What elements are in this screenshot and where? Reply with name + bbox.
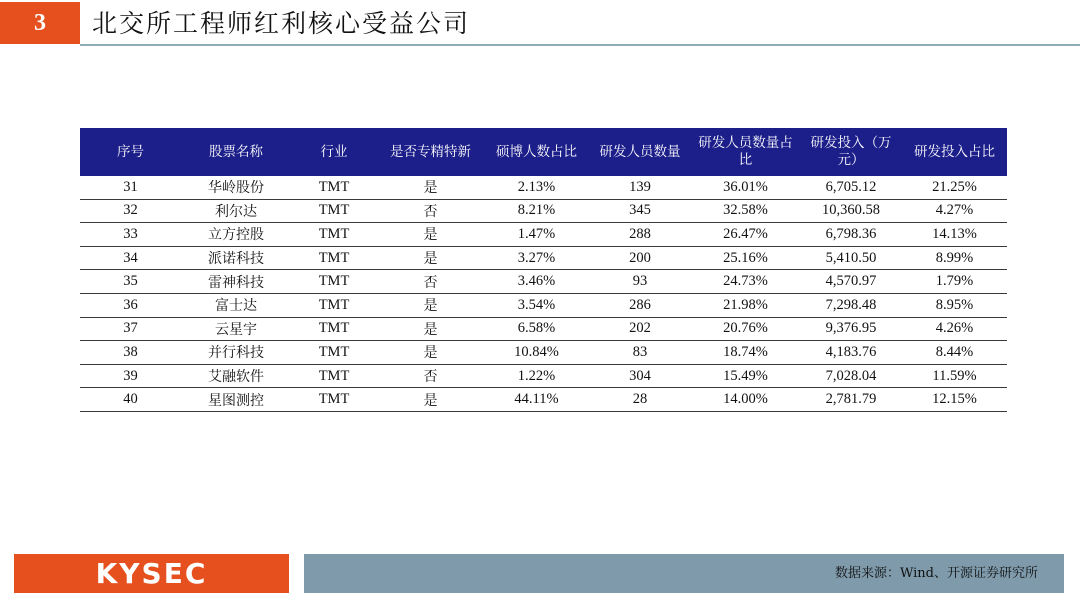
section-number: 3 [0, 2, 80, 44]
data-source-note: 数据来源：Wind、开源证券研究所 [835, 566, 1038, 581]
table-cell: 6,798.36 [800, 223, 902, 247]
table-cell: 并行科技 [181, 341, 291, 365]
table-row [80, 293, 1007, 317]
company-table-container [80, 128, 1007, 412]
table-cell: TMT [291, 317, 377, 341]
table-cell: 否 [377, 270, 484, 294]
kysec-logo: KYSEC [14, 554, 289, 593]
col-header-index: 序号 [80, 128, 181, 176]
table-cell: 9,376.95 [800, 317, 902, 341]
table-cell: 是 [377, 176, 484, 199]
table-cell: 艾融软件 [181, 364, 291, 388]
table-cell: TMT [291, 293, 377, 317]
table-cell: 3.54% [484, 293, 589, 317]
table-cell: 14.00% [691, 388, 800, 412]
table-cell: 8.99% [902, 246, 1007, 270]
table-cell: 33 [80, 223, 181, 247]
table-cell: TMT [291, 364, 377, 388]
table-cell: 26.47% [691, 223, 800, 247]
col-header-specialized: 是否专精特新 [377, 128, 484, 176]
table-cell: 2,781.79 [800, 388, 902, 412]
table-cell: 15.49% [691, 364, 800, 388]
table-cell: 345 [589, 199, 691, 223]
table-cell: 38 [80, 341, 181, 365]
table-cell: 否 [377, 199, 484, 223]
col-header-rd-staff-count: 研发人员数量 [589, 128, 691, 176]
table-cell: 6.58% [484, 317, 589, 341]
table-cell: 4.27% [902, 199, 1007, 223]
table-cell: TMT [291, 223, 377, 247]
table-cell: 3.27% [484, 246, 589, 270]
table-cell: 5,410.50 [800, 246, 902, 270]
table-cell: 是 [377, 246, 484, 270]
table-cell: 富士达 [181, 293, 291, 317]
col-header-masters-phd-ratio: 硕博人数占比 [484, 128, 589, 176]
table-cell: 8.95% [902, 293, 1007, 317]
table-cell: 44.11% [484, 388, 589, 412]
table-cell: TMT [291, 199, 377, 223]
table-header-row [80, 128, 1007, 176]
table-cell: 华岭股份 [181, 176, 291, 199]
table-cell: 28 [589, 388, 691, 412]
table-row [80, 388, 1007, 412]
footer-bar [304, 554, 1064, 593]
table-row [80, 341, 1007, 365]
table-cell: 93 [589, 270, 691, 294]
table-cell: 1.22% [484, 364, 589, 388]
table-cell: 11.59% [902, 364, 1007, 388]
col-header-rd-staff-ratio: 研发人员数量占比 [691, 128, 800, 176]
table-cell: 8.44% [902, 341, 1007, 365]
table-cell: 2.13% [484, 176, 589, 199]
table-cell: 34 [80, 246, 181, 270]
table-cell: TMT [291, 341, 377, 365]
table-cell: 20.76% [691, 317, 800, 341]
table-cell: 39 [80, 364, 181, 388]
table-cell: 7,028.04 [800, 364, 902, 388]
table-cell: 25.16% [691, 246, 800, 270]
table-cell: 7,298.48 [800, 293, 902, 317]
table-cell: 36 [80, 293, 181, 317]
col-header-rd-investment: 研发投入（万元） [800, 128, 902, 176]
table-cell: 83 [589, 341, 691, 365]
table-row [80, 199, 1007, 223]
col-header-stock-name: 股票名称 [181, 128, 291, 176]
table-cell: 是 [377, 388, 484, 412]
slide-header [0, 0, 1080, 46]
table-cell: 40 [80, 388, 181, 412]
table-cell: 21.25% [902, 176, 1007, 199]
table-cell: TMT [291, 388, 377, 412]
table-cell: 是 [377, 317, 484, 341]
table-cell: 雷神科技 [181, 270, 291, 294]
table-cell: 1.47% [484, 223, 589, 247]
table-body [80, 176, 1007, 411]
table-cell: 4.26% [902, 317, 1007, 341]
table-row [80, 364, 1007, 388]
table-cell: 4,183.76 [800, 341, 902, 365]
table-cell: 8.21% [484, 199, 589, 223]
table-cell: 32 [80, 199, 181, 223]
table-cell: 否 [377, 364, 484, 388]
table-cell: 286 [589, 293, 691, 317]
table-cell: 10,360.58 [800, 199, 902, 223]
header-divider [80, 44, 1080, 46]
col-header-rd-investment-ratio: 研发投入占比 [902, 128, 1007, 176]
table-cell: 139 [589, 176, 691, 199]
table-cell: 200 [589, 246, 691, 270]
table-row [80, 270, 1007, 294]
table-cell: 10.84% [484, 341, 589, 365]
table-cell: 星图测控 [181, 388, 291, 412]
table-cell: TMT [291, 270, 377, 294]
table-cell: 6,705.12 [800, 176, 902, 199]
table-row [80, 246, 1007, 270]
table-cell: 35 [80, 270, 181, 294]
table-cell: 202 [589, 317, 691, 341]
table-row [80, 223, 1007, 247]
table-cell: 12.15% [902, 388, 1007, 412]
table-cell: 派诺科技 [181, 246, 291, 270]
table-row [80, 176, 1007, 199]
table-cell: 36.01% [691, 176, 800, 199]
table-cell: 利尔达 [181, 199, 291, 223]
table-cell: 288 [589, 223, 691, 247]
table-cell: 21.98% [691, 293, 800, 317]
table-cell: 1.79% [902, 270, 1007, 294]
table-cell: 4,570.97 [800, 270, 902, 294]
table-cell: TMT [291, 176, 377, 199]
table-row [80, 317, 1007, 341]
table-cell: 云星宇 [181, 317, 291, 341]
table-cell: 是 [377, 223, 484, 247]
table-cell: 304 [589, 364, 691, 388]
table-cell: 31 [80, 176, 181, 199]
col-header-industry: 行业 [291, 128, 377, 176]
table-cell: 是 [377, 341, 484, 365]
table-cell: 3.46% [484, 270, 589, 294]
table-cell: TMT [291, 246, 377, 270]
table-cell: 18.74% [691, 341, 800, 365]
table-cell: 立方控股 [181, 223, 291, 247]
slide-title: 北交所工程师红利核心受益公司 [92, 9, 471, 38]
table-cell: 32.58% [691, 199, 800, 223]
table-cell: 14.13% [902, 223, 1007, 247]
table-cell: 37 [80, 317, 181, 341]
table-cell: 是 [377, 293, 484, 317]
table-cell: 24.73% [691, 270, 800, 294]
company-table [80, 128, 1007, 412]
